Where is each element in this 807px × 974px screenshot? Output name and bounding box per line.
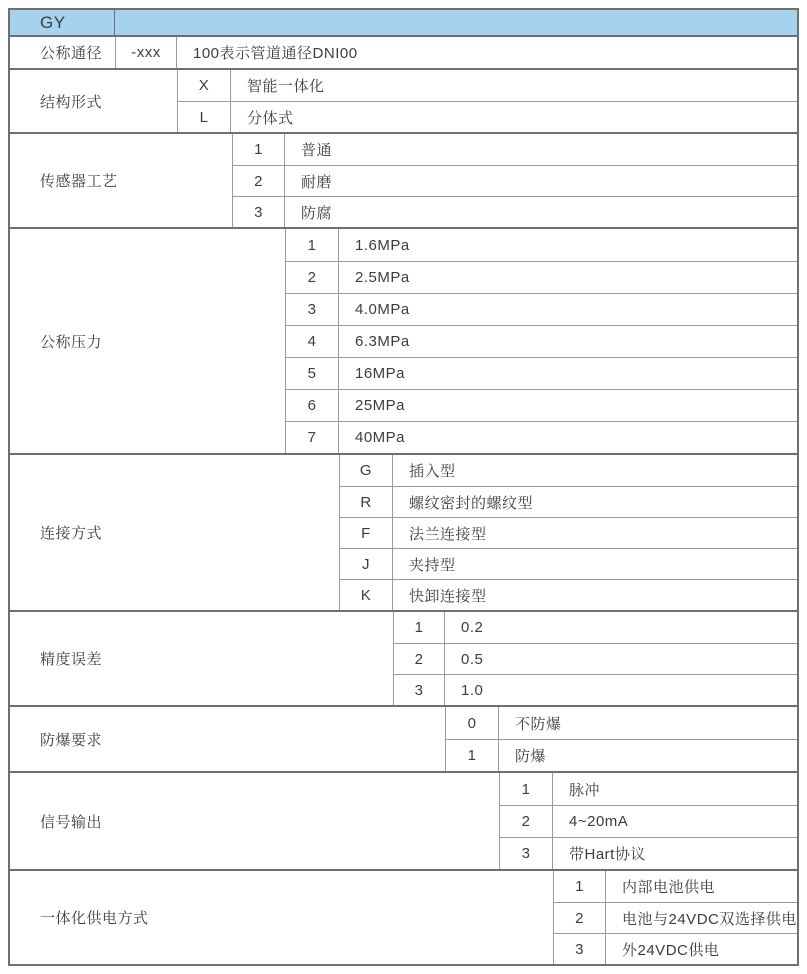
series-code: GY — [40, 12, 66, 32]
option-desc-cell: 1.0 — [461, 681, 484, 699]
option-desc-cell: 0.2 — [461, 619, 484, 636]
section-label: 防爆要求 — [40, 731, 103, 749]
option-code-cell: 0 — [445, 707, 499, 739]
section-nominal-diameter — [10, 35, 797, 68]
option-desc-cell: 法兰连接型 — [409, 525, 487, 543]
section-label: 一体化供电方式 — [40, 910, 149, 927]
table-row — [393, 612, 797, 643]
option-desc-cell: 脉冲 — [569, 781, 601, 799]
section-label: 传感器工艺 — [40, 173, 118, 190]
option-desc-cell: 不防爆 — [515, 715, 562, 733]
table-row — [339, 517, 797, 548]
section-accuracy-error — [10, 610, 797, 705]
table-row — [232, 165, 797, 196]
option-code-cell: 1 — [445, 740, 499, 771]
table-row — [499, 805, 797, 837]
option-desc-cell: 带Hart协议 — [569, 846, 646, 863]
option-code-cell: X — [177, 70, 231, 101]
option-desc-cell: 夹持型 — [409, 556, 456, 574]
section-label: 连接方式 — [40, 525, 103, 542]
option-code-cell: 2 — [499, 806, 553, 837]
option-code-cell: 2 — [285, 262, 339, 293]
option-desc-cell: 0.5 — [461, 650, 484, 668]
option-desc-cell: 普通 — [301, 142, 333, 159]
option-desc-cell: 4~20mA — [569, 813, 629, 830]
table-row — [285, 261, 797, 293]
table-row — [285, 421, 797, 453]
option-desc-cell: 防爆 — [515, 748, 547, 765]
table-row — [232, 134, 797, 165]
option-code-cell: 4 — [285, 326, 339, 357]
header-blank-cell — [115, 10, 797, 35]
option-code-cell: 2 — [393, 644, 445, 674]
series-code-cell — [10, 10, 115, 35]
option-desc-cell: 2.5MPa — [355, 269, 410, 286]
table-row — [393, 643, 797, 674]
table-row — [393, 674, 797, 705]
section-label: 结构形式 — [40, 93, 103, 111]
table-row — [232, 196, 797, 227]
option-desc-cell: 分体式 — [247, 109, 294, 127]
table-row — [339, 548, 797, 579]
table-row — [339, 455, 797, 486]
section-structure-type — [10, 68, 797, 132]
option-desc-cell: 智能一体化 — [247, 78, 325, 95]
option-desc-cell: 插入型 — [409, 463, 456, 480]
table-row — [499, 837, 797, 869]
option-desc-cell: 螺纹密封的螺纹型 — [409, 494, 534, 512]
section-signal-output — [10, 771, 797, 869]
table-row — [499, 773, 797, 805]
option-code-cell: 6 — [285, 390, 339, 421]
table-row — [285, 357, 797, 389]
table-row — [285, 325, 797, 357]
table-row — [339, 579, 797, 610]
option-code-cell: 1 — [393, 612, 445, 643]
model-code-table — [8, 8, 799, 966]
option-code-cell: 3 — [232, 197, 285, 227]
section-explosion-proof — [10, 705, 797, 771]
section-connection-type — [10, 453, 797, 610]
option-desc-cell: 1.6MPa — [355, 236, 410, 254]
option-code-cell: 3 — [285, 294, 339, 325]
table-row — [553, 933, 797, 964]
table-row — [445, 707, 797, 739]
option-desc-cell: 电池与24VDC双选择供电 — [622, 910, 797, 928]
option-code-cell: 1 — [232, 134, 285, 165]
option-desc-cell: 快卸连接型 — [409, 587, 487, 605]
table-row — [445, 739, 797, 771]
option-code-cell: K — [339, 580, 393, 610]
option-code-cell: 7 — [285, 422, 339, 453]
table-row — [177, 101, 797, 132]
option-code-cell: L — [177, 102, 231, 132]
option-code-cell: 1 — [285, 229, 339, 261]
section-label: 公称压力 — [40, 333, 103, 351]
option-desc-cell: 40MPa — [355, 429, 406, 446]
option-desc-cell: 外24VDC供电 — [622, 941, 720, 959]
table-row — [553, 902, 797, 933]
option-code-cell: 3 — [499, 838, 553, 869]
option-code-cell: -xxx — [115, 37, 177, 68]
option-code-cell: R — [339, 487, 393, 517]
option-desc-cell: 4.0MPa — [355, 301, 410, 318]
option-code-cell: 3 — [393, 675, 445, 705]
option-desc-cell: 耐磨 — [301, 173, 333, 191]
section-nominal-pressure — [10, 227, 797, 453]
section-label: 信号输出 — [40, 813, 103, 831]
section-label: 公称通径 — [40, 45, 103, 62]
option-code-cell: 2 — [553, 903, 606, 933]
option-desc-cell: 25MPa — [355, 397, 406, 414]
table-row — [285, 293, 797, 325]
option-desc-cell: 16MPa — [355, 365, 406, 382]
option-code-cell: 3 — [553, 934, 606, 964]
option-desc-cell: 100表示管道通径DNI00 — [193, 45, 358, 62]
option-code-cell: 5 — [285, 358, 339, 389]
option-code-cell: 1 — [553, 871, 606, 902]
option-code-cell: J — [339, 549, 393, 579]
section-label: 精度误差 — [40, 651, 103, 668]
table-header-row — [10, 10, 797, 35]
option-desc-cell: 6.3MPa — [355, 333, 410, 350]
table-row — [177, 70, 797, 101]
table-row — [115, 37, 797, 68]
table-row — [553, 871, 797, 902]
option-desc-cell: 内部电池供电 — [622, 879, 716, 896]
table-row — [285, 389, 797, 421]
table-row — [339, 486, 797, 517]
section-sensor-process — [10, 132, 797, 227]
option-desc-cell: 防腐 — [301, 204, 333, 222]
table-row — [285, 229, 797, 261]
section-integrated-power-supply — [10, 869, 797, 964]
option-code-cell: F — [339, 518, 393, 548]
option-code-cell: G — [339, 455, 393, 486]
option-code-cell: 1 — [499, 773, 553, 805]
option-code-cell: 2 — [232, 166, 285, 196]
